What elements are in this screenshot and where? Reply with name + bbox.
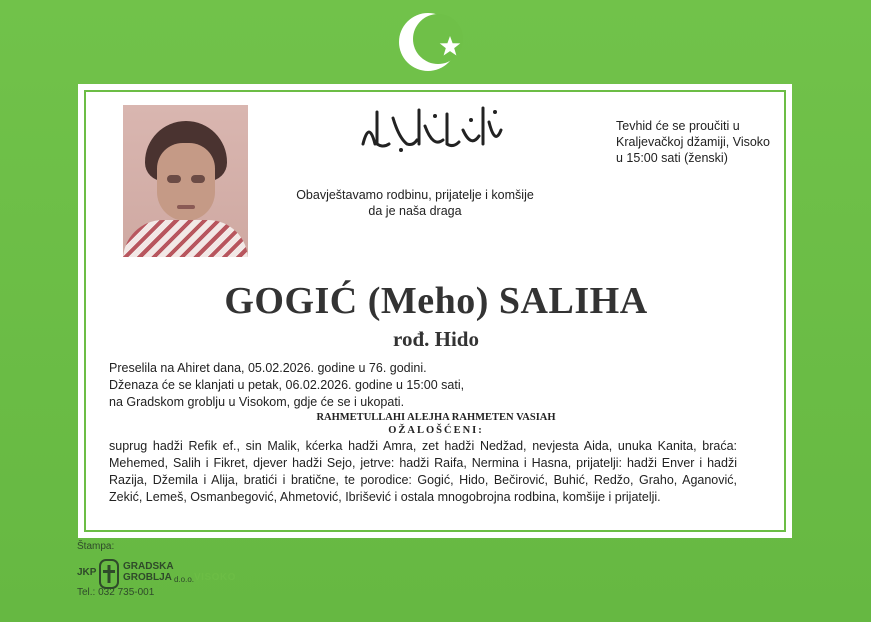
mourners-list: suprug hadži Refik ef., sin Malik, kćerka hadži Amra, zet hadži Nedžad, nevjesta Aida, unuka Kanita, braća: Mehemed, Salih i Fikret, djever hadži Sejo, jetrve: hadži Raifa, Nermina i Hasna, prijatelji: hadži Enver i hadži Razija, Džemila i Alija, bratići i bratične, te porodice: Gogić, Hido, Bečirović, Buhić, Redžo, Graho, Aganović, Zekić, Lemeš, Osmanbegović, Ahmetović, Ibrišević i ostala mnogobrojna rodbina, komšije i prijatelji. [109,439,737,504]
tevhid-line: u 15:00 sati (ženski) [616,151,728,165]
tevhid-line: Tevhid će se proučiti u [616,119,740,133]
logo-brand [123,561,174,583]
tevhid-info [616,118,786,166]
logo-doo: d.o.o. [174,575,195,584]
logo-brand-line: GRADSKA [123,561,174,572]
tevhid-line: Kraljevačkoj džamiji, Visoko [616,135,770,149]
announcement [250,187,580,219]
details-line: Dženaza će se klanjati u petak, 06.02.2026. godine u 15:00 sati, [109,378,465,392]
prayer-text: RAHMETULLAHI ALEJHA RAHMETEN VASIAH [316,412,556,423]
prayer-block [100,411,772,437]
logo-brand-line: GROBLJA [123,572,172,583]
logo-city: VISOKO [194,572,236,583]
logo-jkp: JKP [77,567,97,578]
mourners-title: OŽALOŠĆENI: [388,425,484,436]
announcement-line: Obavještavamo rodbinu, prijatelje i komšije [296,188,534,202]
funeral-details [109,360,559,411]
printer-logo [77,559,257,589]
maiden-name: rođ. Hido [393,327,479,351]
deceased-name: GOGIĆ (Meho) SALIHA [224,280,648,322]
arabic-calligraphy-icon [355,100,505,156]
announcement-line: da je naša draga [368,204,462,218]
cross-badge-icon [99,559,119,589]
printer-label: Štampa: [77,541,115,552]
details-line: Preselila na Ahiret dana, 05.02.2026. godine u 76. godini. [109,361,427,375]
crescent-star-icon [398,10,468,74]
printer-phone: Tel.: 032 735-001 [77,587,155,598]
details-line: na Gradskom groblju u Visokom, gdje će se i ukopati. [109,395,405,409]
portrait-photo [123,105,248,257]
